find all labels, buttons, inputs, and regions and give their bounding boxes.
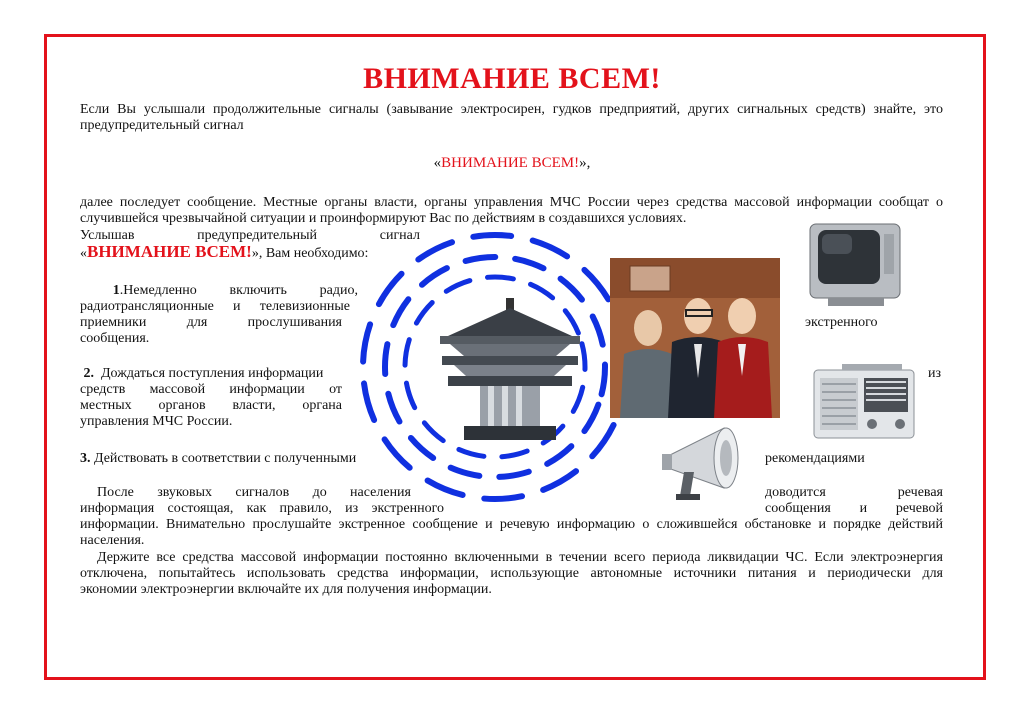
step3-text: Действовать в соответствии с полученными — [90, 451, 357, 466]
after-line-3: информации. Внимательно прослушайте экстренное сообщение и речевую информацию о сложившейся обстановке и порядке действий — [80, 517, 943, 532]
heard-word-3: сигнал — [379, 228, 420, 243]
signal-close-quote: », — [579, 155, 591, 171]
step2-line-2: средств массовой информации от — [80, 382, 342, 397]
step2-line-1-end: из — [928, 366, 942, 381]
step1-number: 1 — [112, 283, 120, 298]
after-line-1-end: доводится речевая — [765, 485, 943, 500]
radio-icon — [812, 364, 916, 440]
signal-open-quote: « — [433, 155, 442, 171]
keep-line-3: экономии электроэнергии включайте их для получения информации. — [80, 582, 492, 597]
step2-line-1 — [80, 366, 323, 382]
after-line-2-end: сообщения и речевой — [765, 501, 943, 516]
heard-signal: ВНИМАНИЕ ВСЕМ! — [87, 242, 252, 261]
after-line-4: населения. — [80, 533, 145, 548]
tv-icon — [808, 222, 904, 308]
signal-line — [0, 155, 1024, 171]
step1-line-4: сообщения. — [80, 331, 150, 346]
intro-line-1: Если Вы услышали продолжительные сигналы (завывание электросирен, гудков предприятий, других сигнальных средств) знайте, это — [80, 102, 943, 117]
intro-line-2: предупредительный сигнал — [80, 118, 244, 133]
followup-line-1: далее последует сообщение. Местные органы власти, органы управления МЧС России через средства массовой информации сообщат о — [80, 195, 943, 210]
heard-line-2 — [80, 244, 368, 262]
step1-line-3: приемники для прослушивания — [80, 315, 342, 330]
step1-line-1 — [80, 283, 358, 299]
step3-line — [80, 451, 356, 467]
step2-number: 2. — [83, 366, 94, 381]
heard-open-quote: « — [80, 246, 87, 261]
siren-icon — [428, 298, 588, 443]
followup-line-2: случившейся чрезвычайной ситуации и проинформируют Вас по действиям в создавшихся условиях. — [80, 211, 687, 226]
step3-end: рекомендациями — [765, 451, 865, 466]
keep-line-1: Держите все средства массовой информации постоянно включенными в течении всего периода ликвидации ЧС. Если электроэнергия — [97, 550, 943, 565]
page-title: ВНИМАНИЕ ВСЕМ! — [363, 62, 661, 95]
step3-number: 3. — [80, 451, 91, 466]
after-line-2: информация состоящая, как правило, из экстренного — [80, 501, 444, 516]
heard-word-1: Услышав — [80, 228, 135, 243]
megaphone-icon — [660, 424, 750, 504]
step1-line-3-end: экстренного — [805, 315, 878, 330]
step2-line-4: управления МЧС России. — [80, 414, 233, 429]
keep-line-2: отключена, попытайтесь использовать средства информации, использующие автономные источники питания и периодически для — [80, 566, 943, 581]
step1-line-2: радиотрансляционные и телевизионные — [80, 299, 350, 314]
step2-text-1: Дождаться поступления информации — [101, 366, 324, 381]
heard-rest: », Вам необходимо: — [251, 246, 369, 261]
heard-word-2: предупредительный — [197, 228, 318, 243]
step1-text-1: .Немедленно включить радио, — [119, 283, 358, 298]
after-line-1: После звуковых сигналов до населения — [97, 485, 411, 500]
step2-line-3: местных органов власти, органа — [80, 398, 342, 413]
signal-text: ВНИМАНИЕ ВСЕМ! — [441, 155, 580, 171]
people-illustration — [610, 258, 780, 418]
